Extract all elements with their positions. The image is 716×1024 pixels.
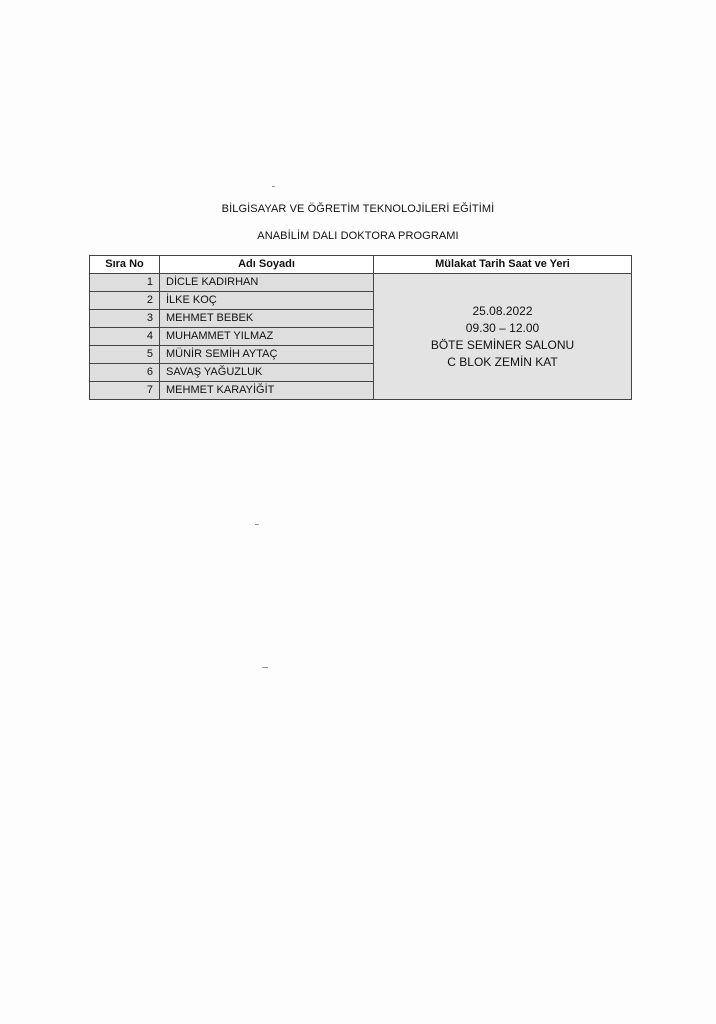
interview-place: BÖTE SEMİNER SALONU	[430, 337, 575, 352]
scan-speck	[262, 667, 268, 668]
candidate-name: MEHMET BEBEK	[160, 310, 374, 328]
row-number: 6	[90, 364, 160, 382]
document-title-line-1: BİLGİSAYAR VE ÖĞRETİM TEKNOLOJİLERİ EĞİTİMİ	[221, 203, 495, 215]
header-sira-no: Sıra No	[90, 256, 160, 274]
candidate-name: MUHAMMET YILMAZ	[160, 328, 374, 346]
candidate-name: MEHMET KARAYİĞİT	[160, 382, 374, 400]
interview-info-cell	[374, 274, 632, 400]
row-number: 7	[90, 382, 160, 400]
header-adi-soyadi: Adı Soyadı	[160, 256, 374, 274]
row-number: 2	[90, 292, 160, 310]
row-number: 3	[90, 310, 160, 328]
candidate-name: SAVAŞ YAĞUZLUK	[160, 364, 374, 382]
table-header-row	[90, 256, 632, 274]
interview-date: 25.08.2022	[472, 303, 533, 318]
row-number: 5	[90, 346, 160, 364]
candidate-name: DİCLE KADIRHAN	[160, 274, 374, 292]
candidate-name: İLKE KOÇ	[160, 292, 374, 310]
interview-schedule-table	[89, 255, 632, 400]
table-row	[90, 274, 632, 292]
row-number: 4	[90, 328, 160, 346]
candidate-name: MÜNİR SEMİH AYTAÇ	[160, 346, 374, 364]
document-title-line-2: ANABİLİM DALI DOKTORA PROGRAMI	[257, 230, 459, 242]
interview-location: C BLOK ZEMİN KAT	[447, 354, 558, 369]
scan-speck	[255, 524, 259, 525]
interview-time: 09.30 – 12.00	[465, 320, 540, 335]
row-number: 1	[90, 274, 160, 292]
header-mulakat-bilgisi: Mülakat Tarih Saat ve Yeri	[374, 256, 632, 274]
scan-speck	[272, 186, 275, 187]
